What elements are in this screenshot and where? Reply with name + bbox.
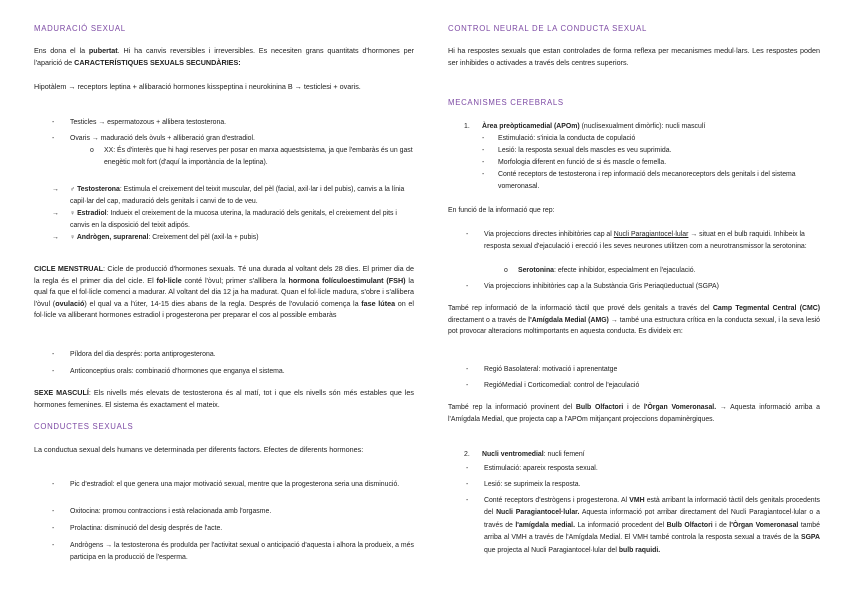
- list-item: - Lesió: la resposta sexual dels mascles es veu suprimida.: [482, 147, 672, 154]
- list-item: - Estimulació: s'inicia la conducta de copulació: [482, 135, 636, 142]
- list-item: - Pic d'estradiol: el que genera una major motivació sexual, mentre que la progesterona seria una disminució.: [52, 481, 400, 488]
- paragraph-menstrual-cycle: CICLE MENSTRUAL: Cicle de producció d'hormones sexuals. Té una durada al voltant dels 28 dies. El primer dia de la regla és el primer dia del cicle. El fol·licle conté l'òvul; primer s'allibera la hormona folículoestimulant (FSH) la qual fa que el fol·licle comenci a madurar. Al voltant del dia 12 ja ha madurat. Quan el fol·licle madura, s'obre i s'allibera l'òvul (ovulació) el qual va a l'úter, 14-15 dies abans de la regla. Després de l'ovulació comença la fase lútea on el fol·licle va alliberant hormones estradiol i progesterona per preparar el cos al possible embaràs: [34, 264, 414, 320]
- list-item-vmh-detail: - Conté receptors d'estrògens i progesterona. Al VMH està arribant la informació tàctil dels genitals procedents del Nucli Paragiantocel·lular. Aquesta informació pot arribar directament del Nucli Paragiantocel·lular o a través de l'amígdala medial. La informació procedent del Bulb Olfactori i de l'Òrgan Vomeronasal també arriba al VMH a través de l'Amígdala Medial. El VMH també controla la resposta sexual a través de la SGPA que projecta al Nucli Paragiantocel·lular del bulb raquidi.: [466, 497, 820, 554]
- section-heading-sexual-maturation: MADURACIÓ SEXUAL: [34, 24, 126, 33]
- list-item: - Testicles → espermatozous + allibera testosterona.: [52, 119, 227, 126]
- paragraph-neural-intro: Hi ha respostes sexuals que estan controlades de forma reflexa per mecanismes medul·lars. Les respostes poden ser inhibides o activades a través dels centres superiors.: [448, 46, 820, 67]
- list-item: - Conté receptors de testosterona i rep informació dels mecanoreceptors dels genitals i del sistema vomeronasal.: [482, 171, 796, 190]
- section-heading-brain-mechanisms: MECANISMES CEREBRALS: [448, 98, 564, 107]
- list-item-serotonin: o Serotonina: efecte inhibidor, especialment en l'ejaculació.: [504, 267, 696, 274]
- list-item: - Regió Basolateral: motivació i aprenentatge: [466, 366, 618, 373]
- paragraph-behaviour-intro: La conductua sexual dels humans ve determinada per diferents factors. Efectes de diferents hormones:: [34, 445, 364, 454]
- list-item: - RegióMedial i Corticomedial: control de l'ejaculació: [466, 382, 640, 389]
- list-item: - Ovaris → maduració dels òvuls + alliberació gran d'estradiol.: [52, 135, 255, 142]
- list-item-via-direct: - Via projeccions directes inhibitòries cap al Nucli Paragiantocel·lular → situat en el bulb raquidi. Inhibeix la resposta sexual d'ejaculació i erecció i les seves neurones utilitzen com a neurotransmissor la serotonina:: [466, 231, 807, 250]
- list-item: - Píldora del dia després: porta antiprogesterona.: [52, 351, 216, 358]
- section-heading-sexual-behaviour: CONDUCTES SEXUALS: [34, 422, 134, 431]
- paragraph-olfactory: També rep la informació provinent del Bulb Olfactori i de l'Òrgan Vomeronasal. → Aquesta informació arriba a l'Amígdala Medial, que projecta cap a l'APOm mitjançant projeccions dopaminèrgiques.: [448, 404, 820, 423]
- list-item: - Andrògens → la testosterona és produïda per l'activitat sexual o anticipació d'aquesta i alhora la produeix, a més participa en la producció de l'esperma.: [52, 542, 414, 561]
- paragraph-male-sex: SEXE MASCULÍ: Els nivells més elevats de testosterona és al matí, tot i que els nivells són més estables que les hormones femenines. El sistema és exactament el mateix.: [34, 388, 414, 409]
- paragraph-puberty: Ens dona el la pubertat. Hi ha canvis reversibles i irreversibles. Es necesiten grans quantitats d'hormones per l'aparició de CARACTERÍSTIQUES SEXUALS SECUNDÀRIES:: [34, 46, 414, 67]
- section-heading-neural-control: CONTROL NEURAL DE LA CONDUCTA SEXUAL: [448, 24, 648, 33]
- paragraph-info-intro: En funció de la informació que rep:: [448, 207, 555, 214]
- paragraph-hpa-axis: Hipotàlem → receptors leptina + allibaració hormones kisspeptina i neurokinina B → testiclesi + ovaris.: [34, 82, 361, 91]
- numbered-item-vmh: 2. Nucli ventromedial: nucli femení: [464, 451, 585, 458]
- list-item: - Estimulació: apareix resposta sexual.: [466, 465, 598, 472]
- hormone-item-androgen: → ♀ Andrògen, suprarenal: Creixement del pèl (axil·la + pubis): [52, 234, 259, 241]
- list-item: - Oxitocina: promou contraccions i està relacionada amb l'orgasme.: [52, 508, 272, 515]
- list-item: - Lesió: se suprimeix la resposta.: [466, 481, 581, 488]
- paragraph-tactile-info: També rep informació de la informació tàctil que prové dels genitals a través del Camp Tegmental Central (CMC) directament o a través de l'Amígdala Medial (AMG) → també una estructura crítica en la conducta sexual, i la seva lesió pot provocar alteracions moltimportants en aquesta conducta. Es divideix en:: [448, 305, 821, 336]
- list-item: - Anticonceptius orals: combinació d'hormones que enganya el sistema.: [52, 368, 285, 375]
- hormone-item-testosterone: → ♂ Testosterona: Estimula el creixement del teixit muscular, del pèl (facial, axil·lar i del pubis), canvis a la línia capil·lar del cap, maduració dels genitals i canvi de to de veu.: [52, 186, 405, 205]
- list-item: - Morfologia diferent en funció de si és mascle o femella.: [482, 159, 667, 166]
- list-item-via-sgpa: - Via projeccions inhibitòries cap a la Substància Gris Periaqüeductual (SGPA): [466, 283, 719, 290]
- list-item-note: o XX: És d'interès que hi hagi reserves per posar en marxa aquestsistema, ja que l'embaràs és un gast enegètic molt fort (d'aquí la importància de la leptina).: [90, 147, 413, 166]
- hormone-item-estradiol: → ♀ Estradiol: Indueix el creixement de la mucosa uterina, la maduració dels genitals, el creixement del pits i canvis en la disposició del teixit adipós.: [52, 210, 397, 229]
- list-item: - Prolactina: disminució del desig després de l'acte.: [52, 525, 223, 532]
- numbered-item-apom: 1. Àrea preòpticamedial (APOm) (nuclisexualment dimòrfic): nucli masculí: [464, 123, 706, 130]
